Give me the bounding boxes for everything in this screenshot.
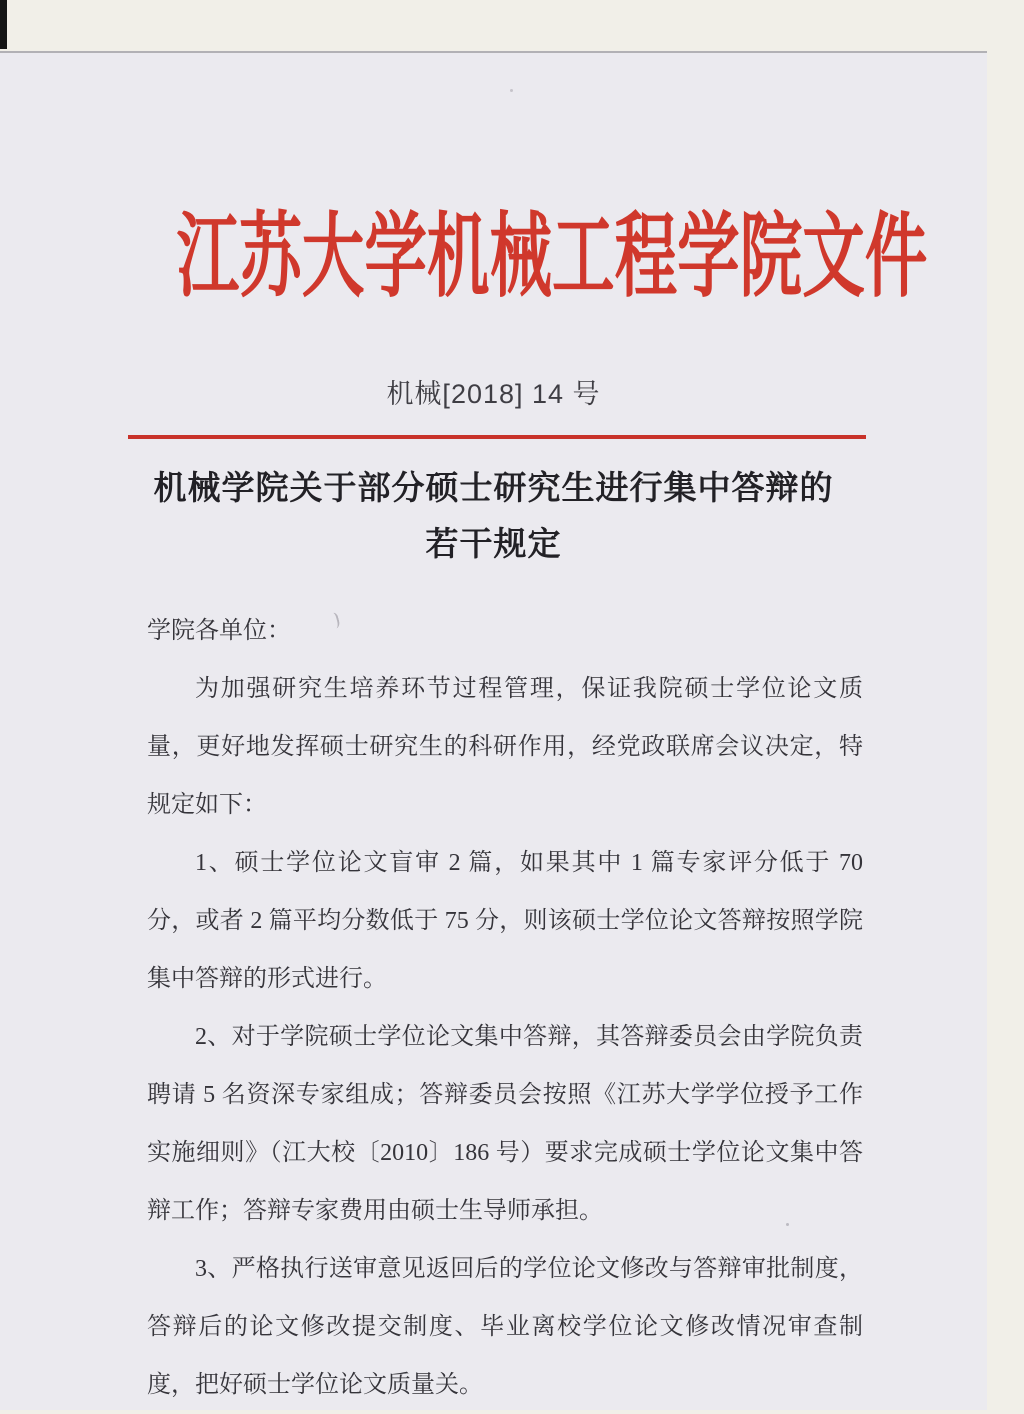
scan-speck: [786, 1223, 789, 1226]
document-title-line1: 机械学院关于部分硕士研究生进行集中答辩的: [153, 471, 834, 507]
document-body: [147, 602, 863, 1414]
masthead-title: 江苏大学机械工程学院文件: [176, 206, 928, 308]
salutation: 学院各单位：: [147, 618, 291, 644]
red-divider-line: [128, 435, 866, 439]
document-title: [0, 461, 987, 573]
masthead: [0, 202, 987, 312]
paper-sheet: [0, 51, 987, 1410]
paragraph-rule-1: 1、硕士学位论文盲审 2 篇，如果其中 1 篇专家评分低于 70 分，或者 2 篇平均分数低于 75 分，则该硕士学位论文答辩按照学院集中答辩的形式进行。: [147, 850, 863, 992]
scan-edge-artifact: [0, 0, 7, 49]
paragraph-rule-3: 3、严格执行送审意见返回后的学位论文修改与答辩审批制度，答辩后的论文修改提交制度、毕业离校学位论文修改情况审查制度，把好硕士学位论文质量关。: [147, 1256, 863, 1398]
scan-speck: [510, 89, 513, 92]
paragraph-intro: 为加强研究生培养环节过程管理，保证我院硕士学位论文质量，更好地发挥硕士研究生的科研作用，经党政联席会议决定，特规定如下：: [147, 676, 863, 818]
document-number: 机械[2018] 14 号: [386, 379, 601, 409]
paragraph-rule-2: 2、对于学院硕士学位论文集中答辩，其答辩委员会由学院负责聘请 5 名资深专家组成；答辩委员会按照《江苏大学学位授予工作实施细则》（江大校〔2010〕186 号）要求完成硕士学位论文集中答辩工作；答辩专家费用由硕士生导师承担。: [147, 1024, 863, 1224]
document-title-line2: 若干规定: [425, 527, 562, 563]
